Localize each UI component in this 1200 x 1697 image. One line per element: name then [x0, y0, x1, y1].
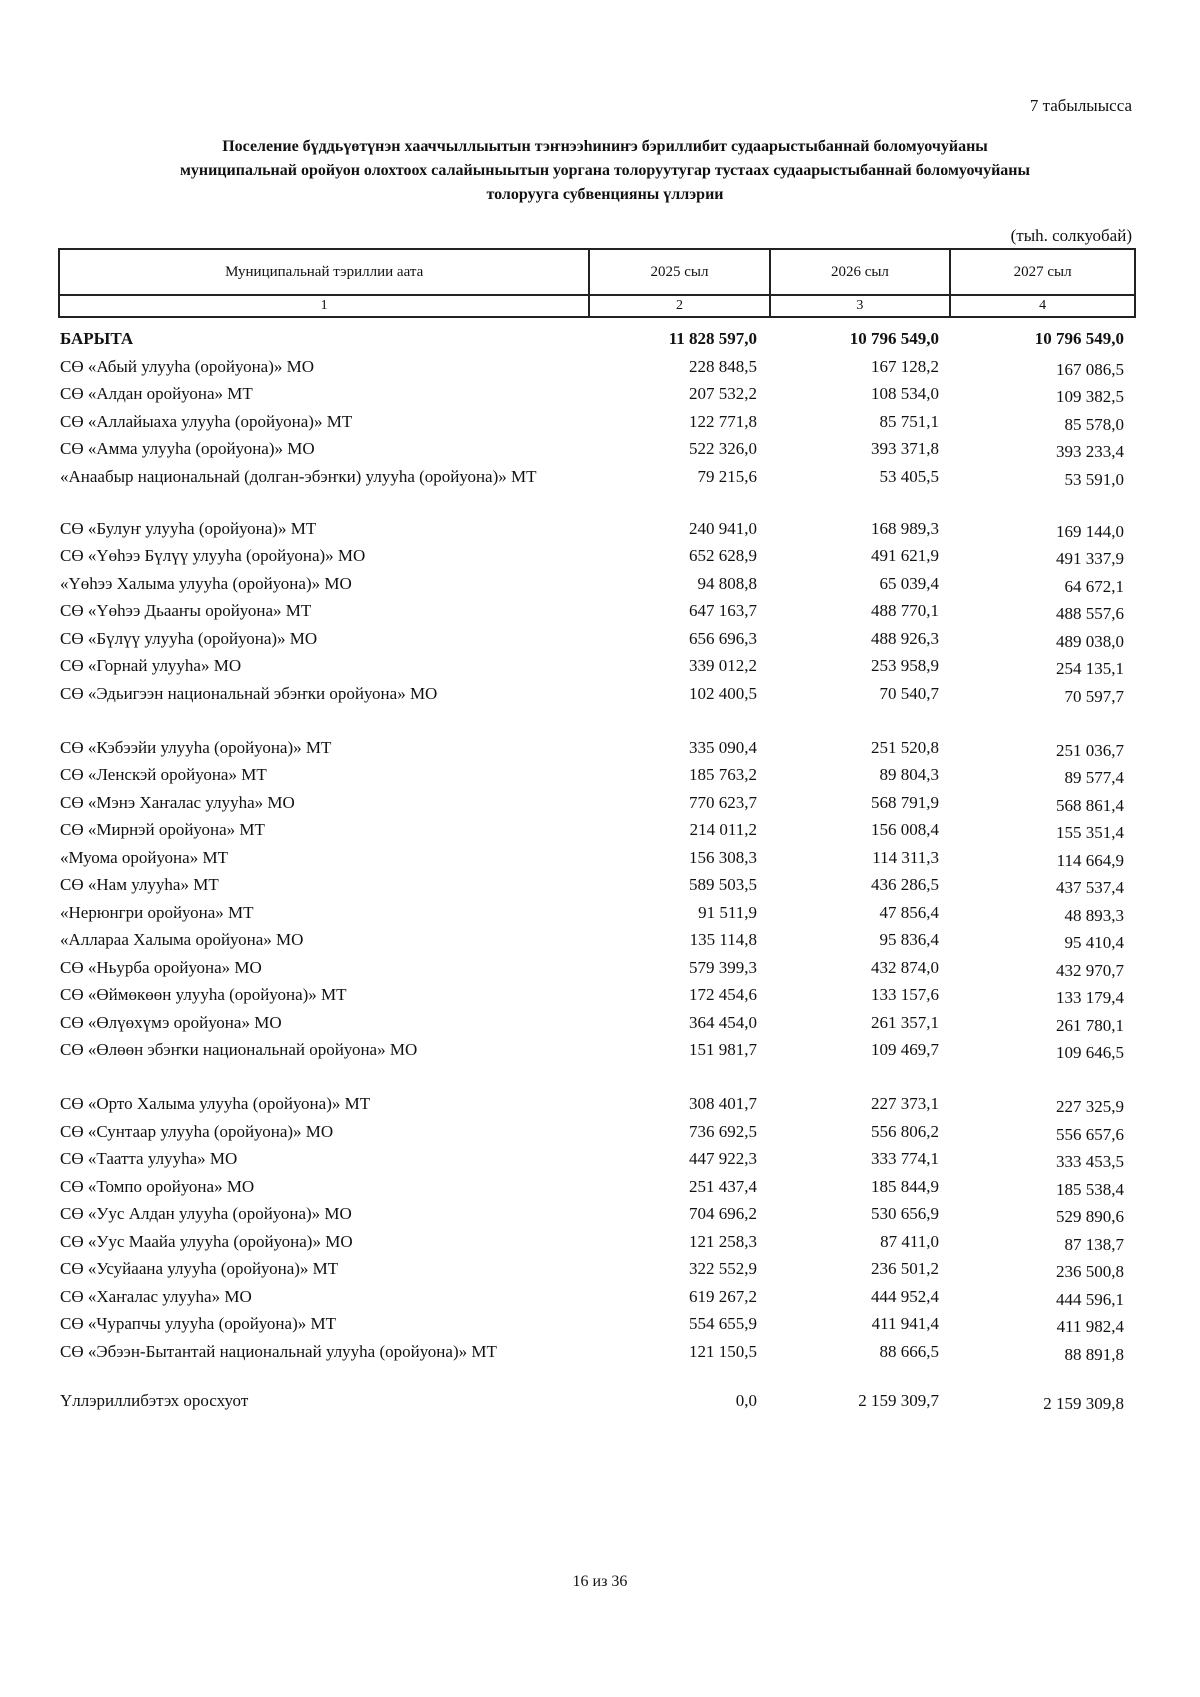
row-name: СӨ «Сунтаар улууһа (оройуона)» МО — [60, 1121, 334, 1141]
table-row — [0, 570, 1200, 598]
table-row — [0, 652, 1200, 680]
column-header-2027: 2027 сыл — [950, 249, 1135, 295]
value-2026: 95 836,4 — [879, 930, 939, 949]
value-2027: 109 646,5 — [1056, 1043, 1124, 1062]
value-2026: 251 520,8 — [871, 737, 939, 757]
document-title — [60, 135, 1150, 207]
table-header — [58, 248, 1136, 318]
row-name: СӨ «Нам улууһа» МТ — [60, 875, 219, 894]
table-row-total — [0, 325, 1200, 353]
table-body — [0, 325, 1200, 1415]
value-2025: 652 628,9 — [689, 546, 757, 565]
value-2026: 261 357,1 — [871, 1012, 939, 1032]
value-2026: 333 774,1 — [871, 1149, 939, 1168]
column-number: 4 — [950, 295, 1135, 317]
value-2025: 240 941,0 — [689, 518, 757, 538]
value-2025: 121 258,3 — [689, 1231, 757, 1251]
table-row — [0, 542, 1200, 570]
value-2026: 53 405,5 — [879, 466, 939, 486]
value-2026: 47 856,4 — [879, 902, 939, 922]
value-2026: 432 874,0 — [871, 957, 939, 977]
column-header-2025: 2025 сыл — [589, 249, 769, 295]
value-2026: 556 806,2 — [871, 1121, 939, 1141]
row-name: СӨ «Уус Алдан улууһа (оройуона)» МО — [60, 1204, 352, 1223]
value-2025: 228 848,5 — [689, 356, 757, 376]
table-row — [0, 1255, 1200, 1283]
row-name: «Анаабыр национальнай (долган-эбэҥки) улууһа (оройуона)» МТ — [60, 466, 537, 486]
row-name: «Муома оройуона» МТ — [60, 847, 228, 867]
table-row — [0, 1118, 1200, 1146]
value-2027: 155 351,4 — [1056, 823, 1124, 842]
value-2027: 393 233,4 — [1056, 442, 1124, 461]
value-2027: 254 135,1 — [1056, 659, 1124, 678]
value-2026: 530 656,9 — [871, 1204, 939, 1223]
value-2025: 151 981,7 — [689, 1040, 757, 1059]
row-name: «Нерюнгри оройуона» МТ — [60, 902, 254, 922]
table-row — [0, 463, 1200, 515]
table-row — [0, 954, 1200, 982]
page-number: 16 из 36 — [572, 1573, 628, 1590]
value-2025: 339 012,2 — [689, 656, 757, 675]
value-2027: 529 890,6 — [1056, 1207, 1124, 1226]
column-header-municipality: Муниципальнай тэриллии аата — [59, 249, 589, 295]
table-row — [0, 515, 1200, 543]
row-name: СӨ «Абый улууһа (оройуона)» МО — [60, 356, 315, 376]
row-name: СӨ «Хаҥалас улууһа» МО — [60, 1286, 252, 1306]
value-2025: 185 763,2 — [689, 765, 757, 784]
value-2026: 167 128,2 — [871, 356, 939, 376]
value-2025: 172 454,6 — [689, 985, 757, 1004]
value-2027: 133 179,4 — [1056, 988, 1124, 1007]
value-2027: 109 382,5 — [1056, 387, 1124, 406]
value-2025: 554 655,9 — [689, 1314, 757, 1333]
table-row — [0, 1145, 1200, 1173]
value-2025: 704 696,2 — [689, 1204, 757, 1223]
value-2025: 251 437,4 — [689, 1176, 757, 1196]
row-name: СӨ «Усуйаана улууһа (оройуона)» МТ — [60, 1259, 339, 1278]
value-2027: 261 780,1 — [1056, 1015, 1124, 1035]
table-row — [0, 1009, 1200, 1037]
units-label: (тыһ. солкуобай) — [1010, 226, 1132, 245]
row-name: СӨ «Амма улууһа (оройуона)» МО — [60, 439, 315, 458]
column-number: 2 — [589, 295, 769, 317]
row-name: СӨ «Үөһээ Дьааҥы оройуона» МТ — [60, 601, 312, 620]
value-2027: 48 893,3 — [1064, 905, 1124, 925]
value-2026: 114 311,3 — [872, 847, 939, 867]
table-row — [0, 1036, 1200, 1090]
row-name: СӨ «Ленскэй оройуона» МТ — [60, 765, 267, 784]
appendix-label: 7 табылыысса — [1029, 96, 1132, 115]
row-name: СӨ «Үөһээ Бүлүү улууһа (оройуона)» МО — [60, 546, 366, 565]
value-2027: 88 891,8 — [1064, 1344, 1124, 1364]
row-name: СӨ «Эбээн-Бытантай национальнай улууһа (оройуона)» МТ — [60, 1341, 497, 1361]
value-2027: 114 664,9 — [1056, 850, 1124, 870]
table-row — [0, 926, 1200, 954]
value-2026: 65 039,4 — [879, 573, 939, 593]
value-2026: 87 411,0 — [880, 1231, 939, 1251]
value-2026: 88 666,5 — [879, 1341, 939, 1361]
value-2025: 207 532,2 — [689, 384, 757, 403]
value-2026: 85 751,1 — [879, 411, 939, 431]
row-name: СӨ «Ньурба оройуона» МО — [60, 957, 262, 977]
table-row — [0, 1228, 1200, 1256]
value-2025: 579 399,3 — [689, 957, 757, 977]
value-2025: 156 308,3 — [689, 847, 757, 867]
table-row — [0, 408, 1200, 436]
value-2027: 169 144,0 — [1056, 521, 1124, 541]
table-row — [0, 625, 1200, 653]
table-row — [0, 1200, 1200, 1228]
value-2027: 437 537,4 — [1056, 878, 1124, 897]
value-2027: 95 410,4 — [1064, 933, 1124, 952]
value-2025: 79 215,6 — [697, 466, 757, 486]
row-name: «Үөһээ Халыма улууһа (оройуона)» МО — [60, 573, 352, 593]
row-name: СӨ «Өлөөн эбэҥки национальнай оройуона» МО — [60, 1040, 418, 1059]
value-2026: 568 791,9 — [871, 792, 939, 812]
row-name: СӨ «Өймөкөөн улууһа (оройуона)» МТ — [60, 985, 347, 1004]
value-2027: 556 657,6 — [1056, 1124, 1124, 1144]
value-2025: 102 400,5 — [689, 683, 757, 703]
value-2027: 85 578,0 — [1064, 414, 1124, 434]
row-name: БАРЫТА — [60, 329, 134, 348]
value-2026: 236 501,2 — [871, 1259, 939, 1278]
value-2027: 489 038,0 — [1056, 631, 1124, 651]
value-2025: 11 828 597,0 — [668, 329, 757, 348]
value-2025: 122 771,8 — [689, 411, 757, 431]
value-2026: 133 157,6 — [871, 985, 939, 1004]
column-number: 1 — [59, 295, 589, 317]
row-name: СӨ «Алдан оройуона» МТ — [60, 384, 253, 403]
row-name: СӨ «Уус Маайа улууһа (оройуона)» МО — [60, 1231, 353, 1251]
title-line: Поселение бүддьүөтүнэн хааччыллыытын тэҥнээһиниҥэ бэриллибит судаарыстыбаннай боломуочуйаны — [222, 138, 988, 155]
value-2027: 411 982,4 — [1056, 1317, 1124, 1336]
table-row — [0, 734, 1200, 762]
value-2025: 364 454,0 — [689, 1012, 757, 1032]
value-2025: 589 503,5 — [689, 875, 757, 894]
value-2025: 656 696,3 — [689, 628, 757, 648]
value-2025: 308 401,7 — [689, 1094, 757, 1113]
value-2027: 227 325,9 — [1056, 1097, 1124, 1116]
row-name: СӨ «Бүлүү улууһа (оройуона)» МО — [60, 628, 318, 648]
table-row — [0, 1387, 1200, 1415]
value-2026: 253 958,9 — [871, 656, 939, 675]
table-row — [0, 1090, 1200, 1118]
value-2027: 333 453,5 — [1056, 1152, 1124, 1171]
table-row — [0, 899, 1200, 927]
value-2026: 2 159 309,7 — [858, 1391, 939, 1410]
value-2026: 70 540,7 — [879, 683, 939, 703]
value-2025: 0,0 — [735, 1391, 757, 1410]
value-2027: 167 086,5 — [1056, 359, 1124, 379]
value-2025: 135 114,8 — [689, 930, 757, 949]
row-name: СӨ «Эдьигээн национальнай эбэҥки оройуона» МО — [60, 683, 438, 703]
table-row — [0, 680, 1200, 734]
value-2025: 91 511,9 — [698, 902, 757, 922]
table-row — [0, 1283, 1200, 1311]
value-2026: 491 621,9 — [871, 546, 939, 565]
value-2025: 447 922,3 — [689, 1149, 757, 1168]
value-2027: 53 591,0 — [1064, 469, 1124, 489]
value-2025: 322 552,9 — [689, 1259, 757, 1278]
value-2026: 436 286,5 — [871, 875, 939, 894]
table-row — [0, 761, 1200, 789]
value-2026: 109 469,7 — [871, 1040, 939, 1059]
value-2026: 89 804,3 — [879, 765, 939, 784]
value-2027: 236 500,8 — [1056, 1262, 1124, 1281]
value-2025: 619 267,2 — [689, 1286, 757, 1306]
table-row — [0, 597, 1200, 625]
value-2027: 87 138,7 — [1064, 1234, 1124, 1254]
value-2026: 488 770,1 — [871, 601, 939, 620]
table-row — [0, 1310, 1200, 1338]
row-name: СӨ «Томпо оройуона» МО — [60, 1176, 255, 1196]
value-2027: 64 672,1 — [1064, 576, 1124, 596]
row-name: СӨ «Булуҥ улууһа (оройуона)» МТ — [60, 518, 317, 538]
table-row — [0, 816, 1200, 844]
value-2027: 10 796 549,0 — [1034, 329, 1124, 348]
value-2027: 491 337,9 — [1056, 549, 1124, 568]
value-2027: 2 159 309,8 — [1043, 1394, 1124, 1413]
column-number: 3 — [770, 295, 950, 317]
table-row — [0, 871, 1200, 899]
value-2026: 444 952,4 — [871, 1286, 939, 1306]
value-2025: 647 163,7 — [689, 601, 757, 620]
value-2027: 568 861,4 — [1056, 795, 1124, 815]
value-2027: 185 538,4 — [1056, 1179, 1124, 1199]
value-2026: 411 941,4 — [871, 1314, 939, 1333]
value-2026: 108 534,0 — [871, 384, 939, 403]
value-2025: 335 090,4 — [689, 737, 757, 757]
table-row — [0, 789, 1200, 817]
row-name: СӨ «Чурапчы улууһа (оройуона)» МТ — [60, 1314, 336, 1333]
value-2027: 251 036,7 — [1056, 740, 1124, 760]
value-2027: 432 970,7 — [1056, 960, 1124, 980]
value-2025: 770 623,7 — [689, 792, 757, 812]
value-2025: 736 692,5 — [689, 1121, 757, 1141]
table-row — [0, 844, 1200, 872]
value-2025: 121 150,5 — [689, 1341, 757, 1361]
value-2027: 444 596,1 — [1056, 1289, 1124, 1309]
table-row — [0, 1173, 1200, 1201]
value-2025: 522 326,0 — [689, 439, 757, 458]
value-2026: 488 926,3 — [871, 628, 939, 648]
row-name: СӨ «Аллайыаха улууһа (оройуона)» МТ — [60, 411, 353, 431]
value-2027: 488 557,6 — [1056, 604, 1124, 623]
value-2027: 70 597,7 — [1064, 686, 1124, 706]
value-2026: 185 844,9 — [871, 1176, 939, 1196]
value-2026: 168 989,3 — [871, 518, 939, 538]
value-2026: 393 371,8 — [871, 439, 939, 458]
column-header-2026: 2026 сыл — [770, 249, 950, 295]
table-row — [0, 1338, 1200, 1366]
value-2026: 227 373,1 — [871, 1094, 939, 1113]
table-row — [0, 353, 1200, 381]
title-line: толорууга субвенцияны үллэрии — [486, 186, 724, 203]
table-row — [0, 981, 1200, 1009]
row-name: СӨ «Кэбээйи улууһа (оройуона)» МТ — [60, 737, 332, 757]
row-name: «Аллараа Халыма оройуона» МО — [60, 930, 304, 949]
row-name: СӨ «Таатта улууһа» МО — [60, 1149, 238, 1168]
row-name: СӨ «Өлүөхүмэ оройуона» МО — [60, 1012, 282, 1032]
value-2026: 10 796 549,0 — [849, 329, 939, 348]
value-2027: 89 577,4 — [1064, 768, 1124, 787]
value-2026: 156 008,4 — [871, 820, 939, 839]
row-name: СӨ «Мирнэй оройуона» МТ — [60, 820, 265, 839]
row-name: СӨ «Горнай улууһа» МО — [60, 656, 242, 675]
title-line: муниципальнай оройуон олохтоох салайыныытын уоргана толоруутугар тустаах судаарыстыбаннай боломуочуйаны — [179, 162, 1031, 179]
value-2025: 94 808,8 — [697, 573, 757, 593]
value-2025: 214 011,2 — [689, 820, 757, 839]
row-name: Үллэриллибэтэх оросхуот — [60, 1391, 249, 1410]
row-name: СӨ «Орто Халыма улууһа (оройуона)» МТ — [60, 1094, 371, 1113]
row-name: СӨ «Мэнэ Хаҥалас улууһа» МО — [60, 792, 295, 812]
table-row — [0, 435, 1200, 463]
table-row — [0, 380, 1200, 408]
